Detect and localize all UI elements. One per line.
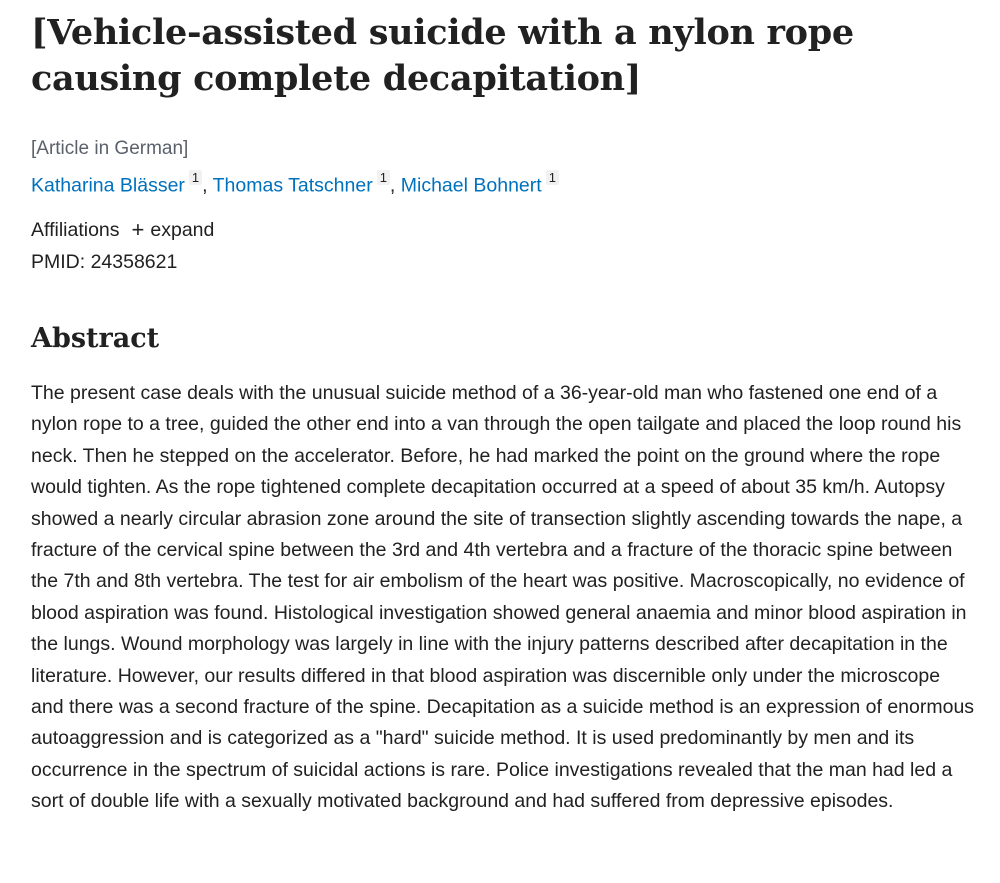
pmid: PMID: 24358621 [31, 250, 178, 273]
affiliations-label: Affiliations [31, 218, 120, 241]
affiliation-ref[interactable]: 1 [546, 170, 559, 185]
author-link[interactable]: Katharina Blässer [31, 174, 185, 197]
abstract-text: The present case deals with the unusual suicide method of a 36-year-old man who fastened one end of a nylon rope to a tree, guided the other end into a van through the open tailgate and placed the loop round his neck. Then he stepped on the accelerator. Before, he had marked the point on the ground where the rope would tighten. As the rope tightened complete decapitation occurred at a speed of about 35 km/h. Autopsy showed a nearly circular abrasion zone around the site of transection slightly ascending towards the nape, a fracture of the cervical spine between the 3rd and 4th vertebra and a fracture of the thoracic spine between the 7th and 8th vertebra. The test for air embolism of the heart was positive. Macroscopically, no evidence of blood aspiration was found. Histological investigation showed general anaemia and minor blood aspiration in the lungs. Wound morphology was largely in line with the injury patterns described after decapitation in the literature. However, our results differed in that blood aspiration was discernible only under the microscope and there was a second fracture of the spine. Decapitation as a suicide method is an expression of enormous autoaggression and is categorized as a "hard" suicide method. It is used predominantly by men and its occurrence in the spectrum of suicidal actions is rare. Police investigations revealed that the man had led a sort of double life with a sexually motivated background and had suffered from depressive episodes. [31, 381, 975, 813]
article-title: [Vehicle-assisted suicide with a nylon rope causing complete decapitation] [31, 12, 854, 99]
expand-label: expand [150, 218, 215, 241]
author-link[interactable]: Thomas Tatschner [212, 174, 373, 197]
article-page [31, 0, 976, 837]
author-link[interactable]: Michael Bohnert [400, 174, 542, 197]
author-separator: , [202, 174, 213, 197]
affiliation-ref[interactable]: 1 [377, 170, 390, 185]
language-note: [Article in German] [31, 138, 189, 159]
affiliation-ref[interactable]: 1 [189, 170, 202, 185]
abstract-heading: Abstract [31, 322, 160, 354]
author-separator: , [389, 174, 401, 197]
affiliations-row [31, 216, 976, 244]
expand-affiliations-button[interactable] [132, 216, 215, 244]
author-list [31, 166, 976, 200]
plus-icon: + [131, 216, 145, 242]
